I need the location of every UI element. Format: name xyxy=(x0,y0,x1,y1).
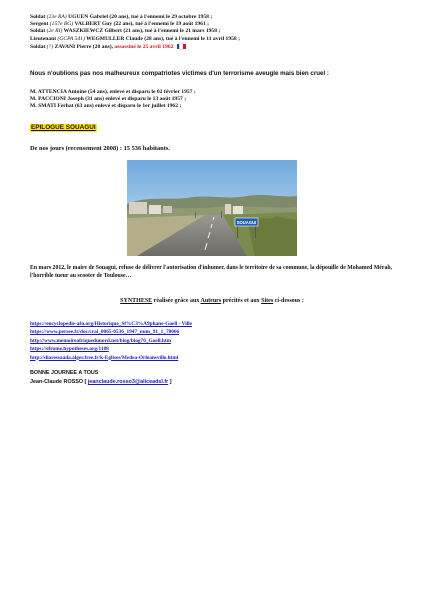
source-link[interactable]: https://efrome.hypotheses.org/1188 xyxy=(30,346,109,353)
synthese-line xyxy=(0,298,424,304)
victim-name: WASZKIEWCZ Gilbert (21 ans), xyxy=(63,28,144,35)
source-links xyxy=(30,320,400,362)
synthese-sites: Sites xyxy=(261,298,274,304)
synthese-text: réalisée grâce aux xyxy=(152,298,201,304)
victim-rank: Sergent xyxy=(30,21,49,28)
victim-name: ZAVANI Pierre (20 ans), xyxy=(54,43,113,50)
epilogue-title: EPILOGUE SOUAGUI xyxy=(31,124,96,131)
victim-name: VALBERT Guy (22 ans), xyxy=(74,21,134,28)
population-text: De nos jours (recensement 2008) : 15 536 habitants. xyxy=(30,145,170,152)
victim-unit: (?) xyxy=(46,43,54,50)
victim-unit: (23e RA) xyxy=(46,14,67,20)
road-sign-text: SOUAGUI xyxy=(236,220,257,225)
signature xyxy=(30,379,172,385)
victim-unit: (GCPA 541) xyxy=(57,35,85,42)
mayor-paragraph: En mars 2012, le maire de Souagui, refuse de délivrer l'autorisation d'inhumer, dans le territoire de sa commune, la dépouille de Mohamed Mérah, l'horrible tueur au scooter de Toulouse… xyxy=(30,265,393,279)
victim-rank: Soldat xyxy=(30,14,46,20)
victim-fate: tué à l'ennemi le 19 août 1961 ; xyxy=(135,21,210,28)
victim-fate: tué à l'ennemi le 21 mars 1958 ; xyxy=(144,28,221,35)
synthese-authors: Auteurs xyxy=(200,298,222,304)
signature-name: Jean-Claude ROSSO [ xyxy=(30,379,88,385)
victim-unit: (157e BG) xyxy=(49,21,74,28)
missing-list xyxy=(30,89,400,111)
source-link[interactable]: http://diaressaada.alger.free.fr/k-Eglises/Medea-Orleansville.html xyxy=(30,354,179,361)
victim-name: UGUEN Gabriel (20 ans), xyxy=(68,14,130,20)
victim-fate-assassinated: assassiné le 25 avril 1962 xyxy=(114,43,174,50)
section-heading: Nous n'oublions pas nos malheureux compatriotes victimes d'un terrorisme aveugle mais bien cruel : xyxy=(30,70,329,77)
synthese-label: SYNTHESE xyxy=(120,298,153,304)
synthese-text: précités et aux xyxy=(221,298,262,304)
signature-end: ] xyxy=(168,379,172,385)
synthese-text: ci-dessous : xyxy=(273,298,304,304)
victims-list xyxy=(30,14,400,51)
victim-rank: Soldat xyxy=(30,43,46,50)
closing-text: BONNE JOURNEE A TOUS xyxy=(30,370,99,376)
source-link[interactable]: https://www.persee.fr/doc/crai_0065-0536_1947_num_91_1_78066 xyxy=(30,329,180,336)
victim-rank: Lieutenant xyxy=(30,35,57,42)
victim-rank: Soldat xyxy=(30,28,46,35)
victim-fate: tué à l'ennemi le 29 octobre 1958 ; xyxy=(131,14,213,20)
source-link[interactable]: https://encyclopedie-afn.org/Historique_Sf%C3%A9phane-Goell - Ville xyxy=(30,321,192,327)
signature-email-link[interactable]: jeanclaude.rosso3@aliceadsl.fr xyxy=(87,379,169,385)
victim-unit: (2e RI) xyxy=(46,28,63,35)
french-flag-icon xyxy=(177,44,186,49)
victim-fate: tué à l'ennemi le 11 avril 1958 ; xyxy=(165,35,240,42)
missing-line: M. ATTENCIA Antoine (54 ans), enlevé et disparu le 02 février 1957 ; xyxy=(30,89,196,95)
missing-line: M. PACCIONI Joseph (31 ans) enlevé et disparu le 13 août 1957 ; xyxy=(30,96,187,103)
source-link[interactable]: http://www.memoireafriquedunord.net/biog/biog76_Goell.htm xyxy=(30,337,172,344)
missing-line: M. SMATI Ferhat (63 ans) enlevé et disparu le 1er juillet 1962 ; xyxy=(30,103,182,110)
victim-name: WEGMULLER Claude (28 ans), xyxy=(86,35,165,42)
victim-line xyxy=(30,28,400,35)
victim-line xyxy=(30,36,400,43)
victim-line xyxy=(30,44,400,51)
souagui-road-photo xyxy=(127,160,297,256)
